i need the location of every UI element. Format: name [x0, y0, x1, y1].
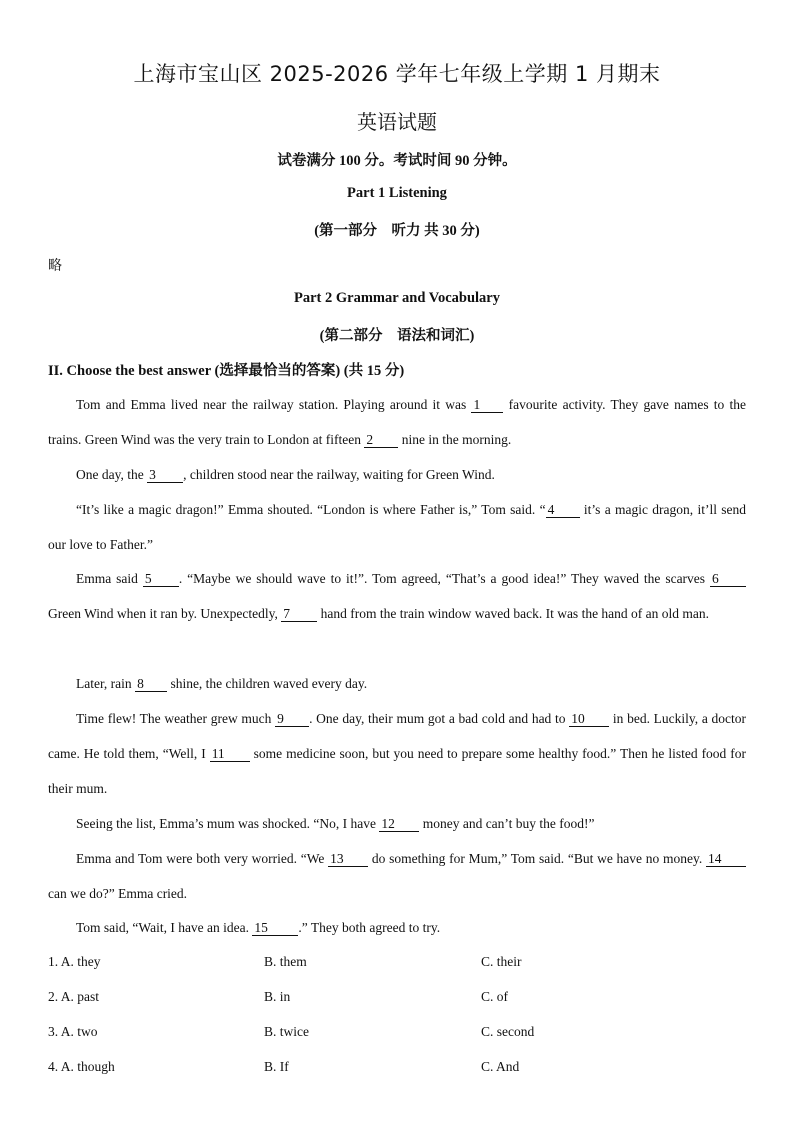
option-3a[interactable]: 3. A. two	[48, 1024, 98, 1039]
passage-paragraph-3: “It’s like a magic dragon!” Emma shouted. “London is where Father is,” Tom said. “ 4 it’s a magic dragon, it’ll send our love to Father.”	[48, 502, 746, 552]
part1-title: Part 1 Listening	[347, 185, 447, 201]
blank-14[interactable]: 14	[706, 852, 746, 867]
part2-subtitle: (第二部分 语法和词汇)	[319, 328, 475, 344]
option-4a[interactable]: 4. A. though	[48, 1059, 115, 1074]
exam-title: 上海市宝山区 2025-2026 学年七年级上学期 1 月期末	[133, 62, 661, 86]
question-1-options	[48, 954, 746, 974]
blank-15[interactable]: 15	[252, 921, 298, 936]
passage-paragraph-8: Emma and Tom were both very worried. “We 13 do something for Mum,” Tom said. “But we have no money. 14 can we do?” Emma cried.	[48, 841, 746, 911]
option-3c[interactable]: C. second	[481, 1024, 535, 1039]
passage-paragraph-5: Later, rain 8 shine, the children waved every day.	[76, 676, 368, 691]
blank-3[interactable]: 3	[147, 468, 183, 483]
blank-1[interactable]: 1	[471, 398, 503, 413]
question-2-options	[48, 989, 746, 1009]
exam-info: 试卷满分 100 分。考试时间 90 分钟。	[277, 153, 517, 169]
option-1b[interactable]: B. them	[264, 954, 307, 969]
option-2c[interactable]: C. of	[481, 989, 508, 1004]
blank-12[interactable]: 12	[379, 817, 419, 832]
blank-11[interactable]: 11	[210, 747, 250, 762]
blank-9[interactable]: 9	[275, 712, 309, 727]
question-3-options	[48, 1024, 746, 1044]
passage-paragraph-6: Time flew! The weather grew much 9 . One day, their mum got a bad cold and had to 10 in bed. Luckily, a doctor came. He told them, “Well, I 11 some medicine soon, but you need to prepare some healthy food.” Then he listed food for their mum.	[48, 711, 747, 796]
option-4c[interactable]: C. And	[481, 1059, 520, 1074]
section-heading: II. Choose the best answer (选择最恰当的答案) (共 15 分)	[48, 363, 405, 379]
question-4-options	[48, 1059, 746, 1079]
option-1c[interactable]: C. their	[481, 954, 522, 969]
blank-13[interactable]: 13	[328, 852, 368, 867]
part1-subtitle: (第一部分 听力 共 30 分)	[314, 223, 480, 239]
blank-6[interactable]: 6	[710, 572, 746, 587]
blank-8[interactable]: 8	[135, 677, 167, 692]
blank-4[interactable]: 4	[546, 503, 580, 518]
passage-paragraph-7: Seeing the list, Emma’s mum was shocked. “No, I have 12 money and can’t buy the food!”	[76, 816, 595, 831]
blank-5[interactable]: 5	[143, 572, 179, 587]
exam-subtitle: 英语试题	[357, 110, 437, 134]
option-4b[interactable]: B. If	[264, 1059, 289, 1074]
passage-paragraph-9: Tom said, “Wait, I have an idea. 15 .” They both agreed to try.	[76, 920, 441, 935]
passage-paragraph-1: Tom and Emma lived near the railway station. Playing around it was 1 favourite activity. They gave names to the trains. Green Wind was the very train to London at fifteen 2 nine in the morning.	[48, 397, 747, 447]
passage-paragraph-2: One day, the 3 , children stood near the railway, waiting for Green Wind.	[76, 467, 495, 482]
part2-title: Part 2 Grammar and Vocabulary	[294, 290, 500, 306]
option-3b[interactable]: B. twice	[264, 1024, 309, 1039]
option-1a[interactable]: 1. A. they	[48, 954, 101, 969]
blank-2[interactable]: 2	[364, 433, 398, 448]
option-2b[interactable]: B. in	[264, 989, 291, 1004]
blank-7[interactable]: 7	[281, 607, 317, 622]
blank-10[interactable]: 10	[569, 712, 609, 727]
option-2a[interactable]: 2. A. past	[48, 989, 100, 1004]
part1-content: 略	[48, 259, 62, 274]
passage-paragraph-4: Emma said 5 . “Maybe we should wave to it!”. Tom agreed, “That’s a good idea!” They waved the scarves 6 Green Wind when it ran by. Unexpectedly, 7 hand from the train window waved back. It was the hand of an old man.	[48, 561, 746, 631]
